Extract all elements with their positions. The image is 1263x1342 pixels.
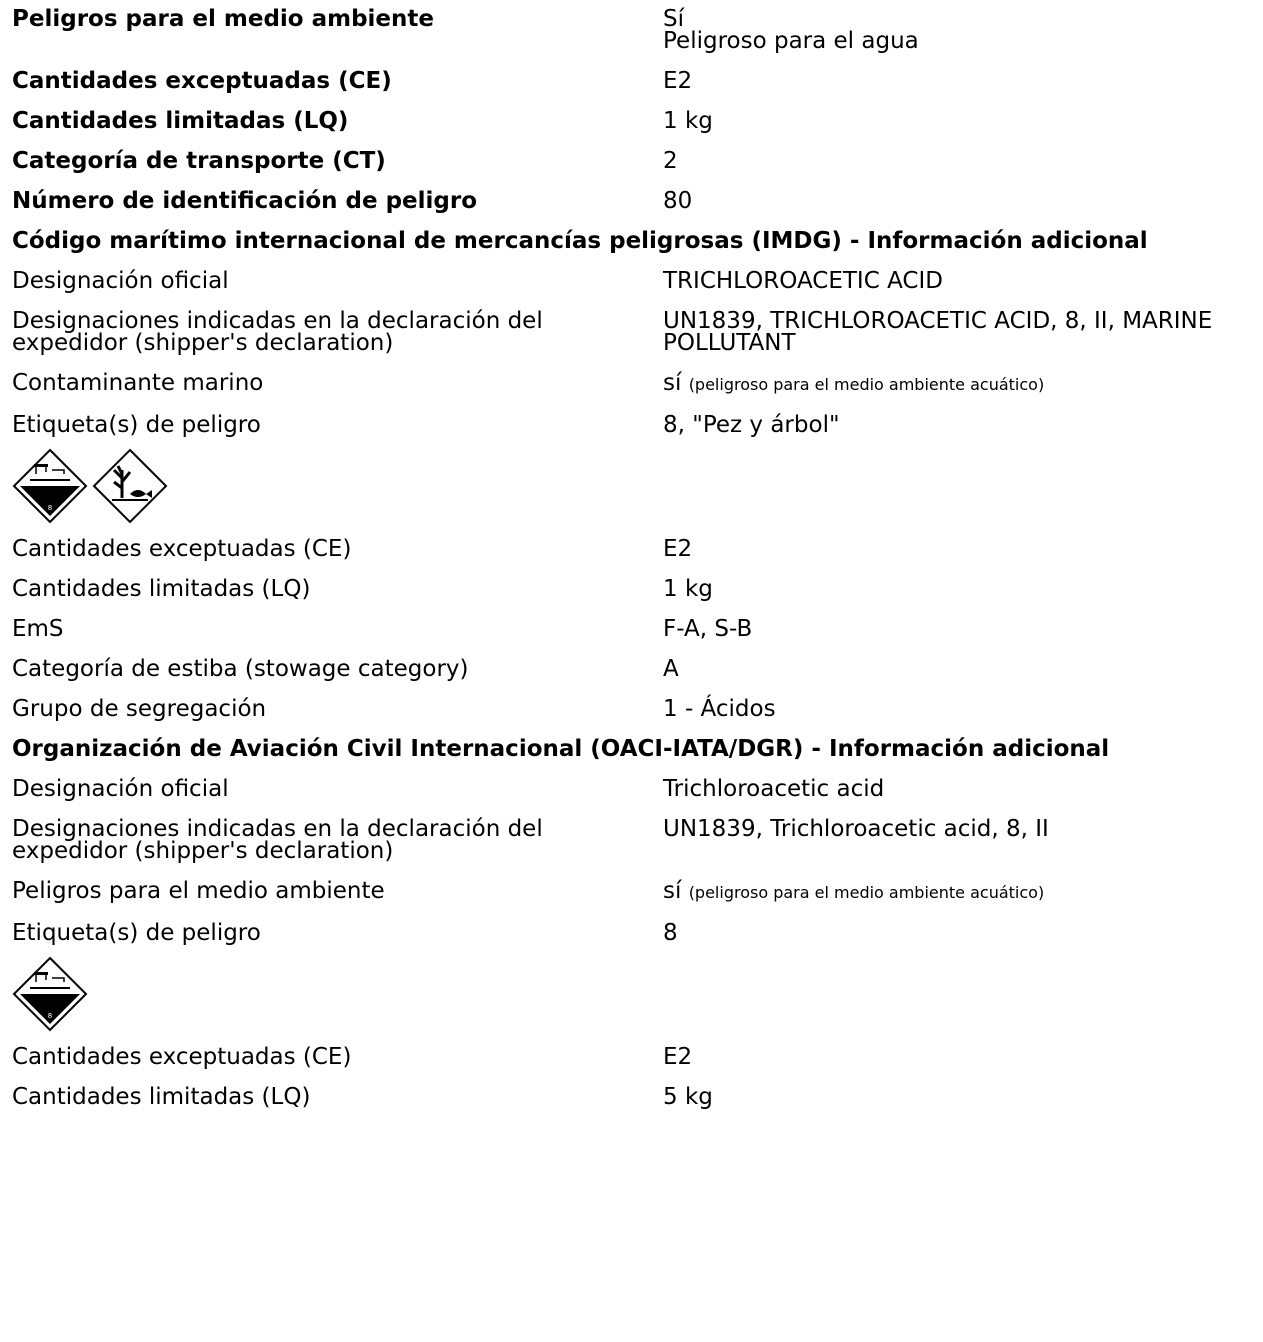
imdg-shipper-label-line2: expedidor (shipper's declaration): [12, 330, 394, 356]
corrosive-class-8-icon: [12, 956, 88, 1032]
icao-excepted-value: E2: [663, 1044, 693, 1070]
imdg-limited-row: [12, 578, 1257, 600]
excepted-quantities-value: E2: [663, 68, 693, 94]
icao-excepted-label: Cantidades exceptuadas (CE): [12, 1044, 352, 1070]
svg-text:8: 8: [47, 504, 53, 512]
limited-quantities-value: 1 kg: [663, 108, 713, 134]
imdg-stowage-value: A: [663, 656, 679, 682]
icao-limited-value: 5 kg: [663, 1084, 713, 1110]
icao-env-hazard-note: (peligroso para el medio ambiente acuático): [688, 883, 1045, 902]
imdg-pictograms: [12, 448, 1257, 524]
icao-shipper-value: UN1839, Trichloroacetic acid, 8, II: [663, 816, 1049, 842]
icao-shipper-row: [12, 818, 1257, 862]
env-hazard-label: Peligros para el medio ambiente: [12, 6, 434, 32]
corrosive-class-8-icon: [12, 448, 88, 524]
icao-excepted-row: [12, 1046, 1257, 1068]
imdg-excepted-label: Cantidades exceptuadas (CE): [12, 536, 352, 562]
imdg-segregation-row: [12, 698, 1257, 720]
imdg-limited-value: 1 kg: [663, 576, 713, 602]
env-hazard-value-water: Peligroso para el agua: [663, 28, 919, 54]
imdg-hazard-labels-value: 8, "Pez y árbol": [663, 412, 840, 438]
icao-section-heading: Organización de Aviación Civil Internacional (OACI-IATA/DGR) - Información adicional: [12, 736, 1110, 762]
imdg-excepted-row: [12, 538, 1257, 560]
imdg-shipper-value-line2: POLLUTANT: [663, 330, 796, 356]
imdg-ems-value: F-A, S-B: [663, 616, 753, 642]
env-hazard-row: [12, 8, 1257, 52]
icao-env-hazard-yes: sí: [663, 878, 682, 904]
imdg-official-name-row: [12, 270, 1257, 292]
icao-shipper-label-line1: Designaciones indicadas en la declaración del: [12, 816, 543, 842]
imdg-ems-row: [12, 618, 1257, 640]
icao-hazard-labels-label: Etiqueta(s) de peligro: [12, 920, 261, 946]
imdg-official-name-label: Designación oficial: [12, 268, 229, 294]
env-hazard-value: [663, 8, 1257, 52]
icao-limited-row: [12, 1086, 1257, 1108]
icao-official-name-row: [12, 778, 1257, 800]
excepted-quantities-label: Cantidades exceptuadas (CE): [12, 68, 392, 94]
icao-official-name-value: Trichloroacetic acid: [663, 776, 885, 802]
imdg-limited-label: Cantidades limitadas (LQ): [12, 576, 311, 602]
imdg-excepted-value: E2: [663, 536, 693, 562]
hazard-id-row: [12, 190, 1257, 212]
imdg-ems-label: EmS: [12, 616, 64, 642]
imdg-section-heading: Código marítimo internacional de mercancías peligrosas (IMDG) - Información adicional: [12, 228, 1148, 254]
transport-category-label: Categoría de transporte (CT): [12, 148, 386, 174]
excepted-quantities-row: [12, 70, 1257, 92]
imdg-segregation-label: Grupo de segregación: [12, 696, 267, 722]
imdg-official-name-value: TRICHLOROACETIC ACID: [663, 268, 943, 294]
limited-quantities-row: [12, 110, 1257, 132]
imdg-marine-pollutant-value: [663, 372, 1257, 396]
imdg-shipper-label: [12, 310, 663, 354]
environment-fish-tree-icon: [92, 448, 168, 524]
icao-hazard-labels-value: 8: [663, 920, 678, 946]
hazard-id-label: Número de identificación de peligro: [12, 188, 478, 214]
icao-env-hazard-value: [663, 880, 1257, 904]
imdg-shipper-value-line1: UN1839, TRICHLOROACETIC ACID, 8, II, MARINE: [663, 308, 1213, 334]
imdg-marine-pollutant-label: Contaminante marino: [12, 370, 264, 396]
imdg-hazard-labels-label: Etiqueta(s) de peligro: [12, 412, 261, 438]
transport-category-row: [12, 150, 1257, 172]
icao-limited-label: Cantidades limitadas (LQ): [12, 1084, 311, 1110]
env-hazard-value-yes: Sí: [663, 6, 684, 32]
imdg-marine-pollutant-note: (peligroso para el medio ambiente acuático): [688, 375, 1045, 394]
imdg-shipper-value: [663, 310, 1257, 354]
icao-shipper-label: [12, 818, 663, 862]
imdg-marine-pollutant-yes: sí: [663, 370, 682, 396]
icao-shipper-label-line2: expedidor (shipper's declaration): [12, 838, 394, 864]
imdg-shipper-label-line1: Designaciones indicadas en la declaración del: [12, 308, 543, 334]
transport-info-document: [12, 8, 1257, 1126]
imdg-stowage-label: Categoría de estiba (stowage category): [12, 656, 469, 682]
imdg-shipper-row: [12, 310, 1257, 354]
icao-env-hazard-row: [12, 880, 1257, 904]
imdg-segregation-value: 1 - Ácidos: [663, 696, 776, 722]
limited-quantities-label: Cantidades limitadas (LQ): [12, 108, 349, 134]
icao-pictograms: [12, 956, 1257, 1032]
imdg-marine-pollutant-row: [12, 372, 1257, 396]
transport-category-value: 2: [663, 148, 678, 174]
icao-hazard-labels-row: [12, 922, 1257, 944]
imdg-stowage-row: [12, 658, 1257, 680]
imdg-hazard-labels-row: [12, 414, 1257, 436]
icao-official-name-label: Designación oficial: [12, 776, 229, 802]
svg-text:8: 8: [47, 1012, 53, 1020]
hazard-id-value: 80: [663, 188, 693, 214]
icao-env-hazard-label: Peligros para el medio ambiente: [12, 878, 385, 904]
